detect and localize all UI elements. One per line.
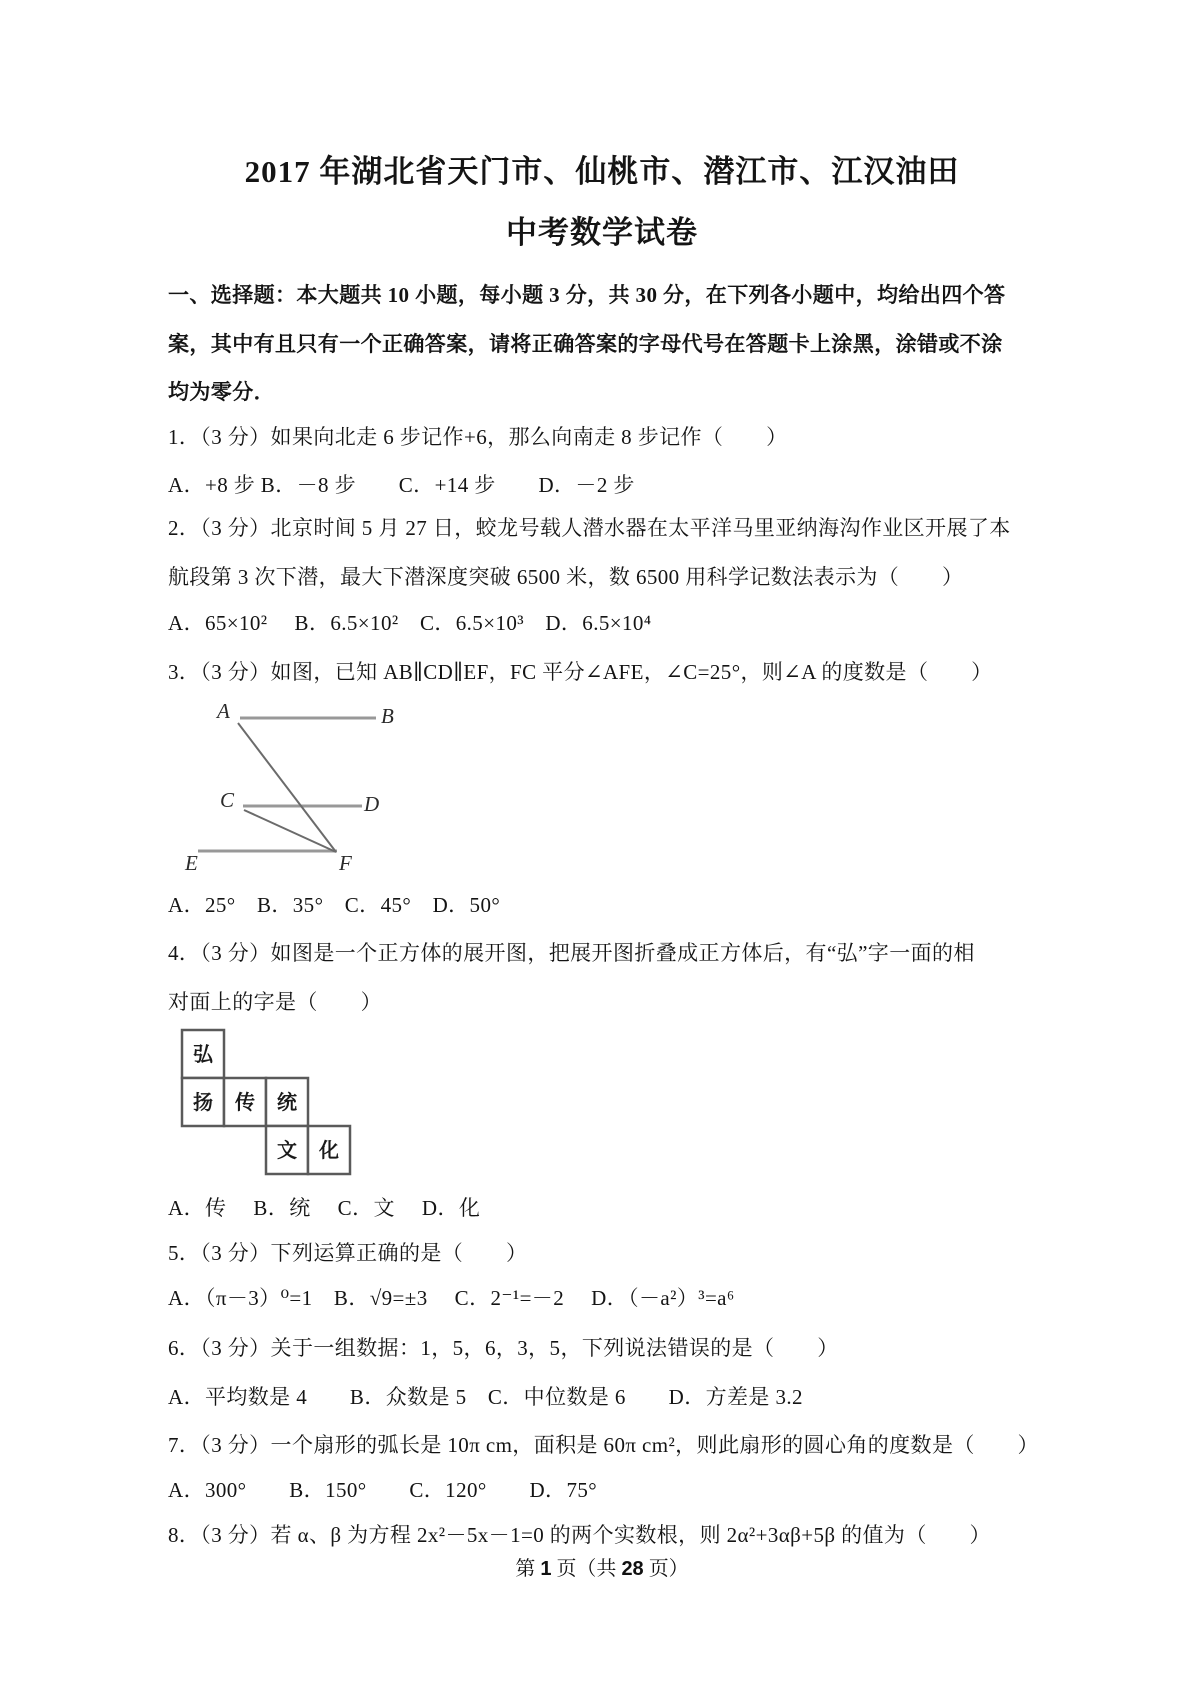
question-3-options: A．25° B．35° C．45° D．50° <box>168 893 501 917</box>
segment-CF <box>244 810 336 852</box>
footer-total-pages: 28 <box>621 1558 644 1580</box>
parallel-lines-drawing <box>183 693 413 878</box>
page-title-line-2: 中考数学试卷 <box>506 215 698 250</box>
cube-net-figure <box>180 1028 355 1185</box>
question-7-options: A．300° B．150° C．120° D．75° <box>168 1478 598 1502</box>
question-2-text-line-2: 航段第 3 次下潜，最大下潜深度突破 6500 米，数 6500 用科学记数法表示为（ ） <box>168 565 964 589</box>
figure-label-D: D <box>364 792 380 816</box>
footer-suffix: 页） <box>643 1558 689 1580</box>
figure-label-B: B <box>381 704 394 728</box>
figure-label-A: A <box>217 699 230 723</box>
instructions-line-3: 均为零分． <box>168 380 275 404</box>
question-2-options: A．65×10² B．6.5×10² C．6.5×10³ D．6.5×10⁴ <box>168 611 652 635</box>
question-6-text: 6．（3 分）关于一组数据：1，5，6，3，5，下列说法错误的是（ ） <box>168 1336 839 1360</box>
question-1-options: A．+8 步 B．－8 步 C．+14 步 D．－2 步 <box>168 473 635 497</box>
question-8-text: 8．（3 分）若 α、β 为方程 2x²－5x－1=0 的两个实数根，则 2α²+3αβ+5β 的值为（ ） <box>168 1523 991 1547</box>
net-cell-char-tong: 统 <box>277 1092 297 1114</box>
figure-label-E: E <box>185 851 198 875</box>
cube-net-drawing <box>180 1028 355 1180</box>
net-cell-char-yang: 扬 <box>193 1092 213 1114</box>
page-title-line-1: 2017 年湖北省天门市、仙桃市、潜江市、江汉油田 <box>244 154 960 189</box>
footer-page-number: 1 <box>540 1558 552 1580</box>
question-1-text: 1．（3 分）如果向北走 6 步记作+6，那么向南走 8 步记作（ ） <box>168 425 788 449</box>
question-2-text-line-1: 2．（3 分）北京时间 5 月 27 日，蛟龙号载人潜水器在太平洋马里亚纳海沟作业区开展了本 <box>168 516 1011 540</box>
net-cell-char-wen: 文 <box>277 1140 297 1162</box>
question-4-text-line-1: 4．（3 分）如图是一个正方体的展开图，把展开图折叠成正方体后，有“弘”字一面的相 <box>168 941 975 965</box>
segment-AF <box>238 723 336 852</box>
net-cell-char-hua: 化 <box>319 1140 339 1162</box>
footer-middle: 页（共 <box>551 1558 622 1580</box>
instructions-line-2: 案，其中有且只有一个正确答案，请将正确答案的字母代号在答题卡上涂黑，涂错或不涂 <box>168 332 1003 356</box>
question-5-text: 5．（3 分）下列运算正确的是（ ） <box>168 1241 528 1265</box>
parallel-lines-figure <box>183 693 413 883</box>
page-footer <box>168 1552 1036 1581</box>
net-cell-char-hong: 弘 <box>193 1044 213 1066</box>
net-cell-char-chuan: 传 <box>235 1092 255 1114</box>
figure-label-C: C <box>220 788 235 812</box>
footer-prefix: 第 <box>515 1558 541 1580</box>
question-4-options: A．传 B．统 C．文 D．化 <box>168 1196 481 1220</box>
figure-label-F: F <box>339 851 352 875</box>
question-4-text-line-2: 对面上的字是（ ） <box>168 990 382 1014</box>
question-6-options: A．平均数是 4 B．众数是 5 C．中位数是 6 D．方差是 3.2 <box>168 1385 803 1409</box>
question-5-options: A．（π－3）⁰=1 B．√9=±3 C．2⁻¹=－2 D．（－a²）³=a⁶ <box>168 1286 735 1310</box>
question-7-text: 7．（3 分）一个扇形的弧长是 10π cm，面积是 60π cm²，则此扇形的圆心角的度数是（ ） <box>168 1433 1039 1457</box>
instructions-line-1: 一、选择题：本大题共 10 小题，每小题 3 分，共 30 分，在下列各小题中，均给出四个答 <box>168 283 1006 307</box>
question-3-text: 3．（3 分）如图，已知 AB∥CD∥EF，FC 平分∠AFE，∠C=25°，则∠A 的度数是（ ） <box>168 660 993 684</box>
